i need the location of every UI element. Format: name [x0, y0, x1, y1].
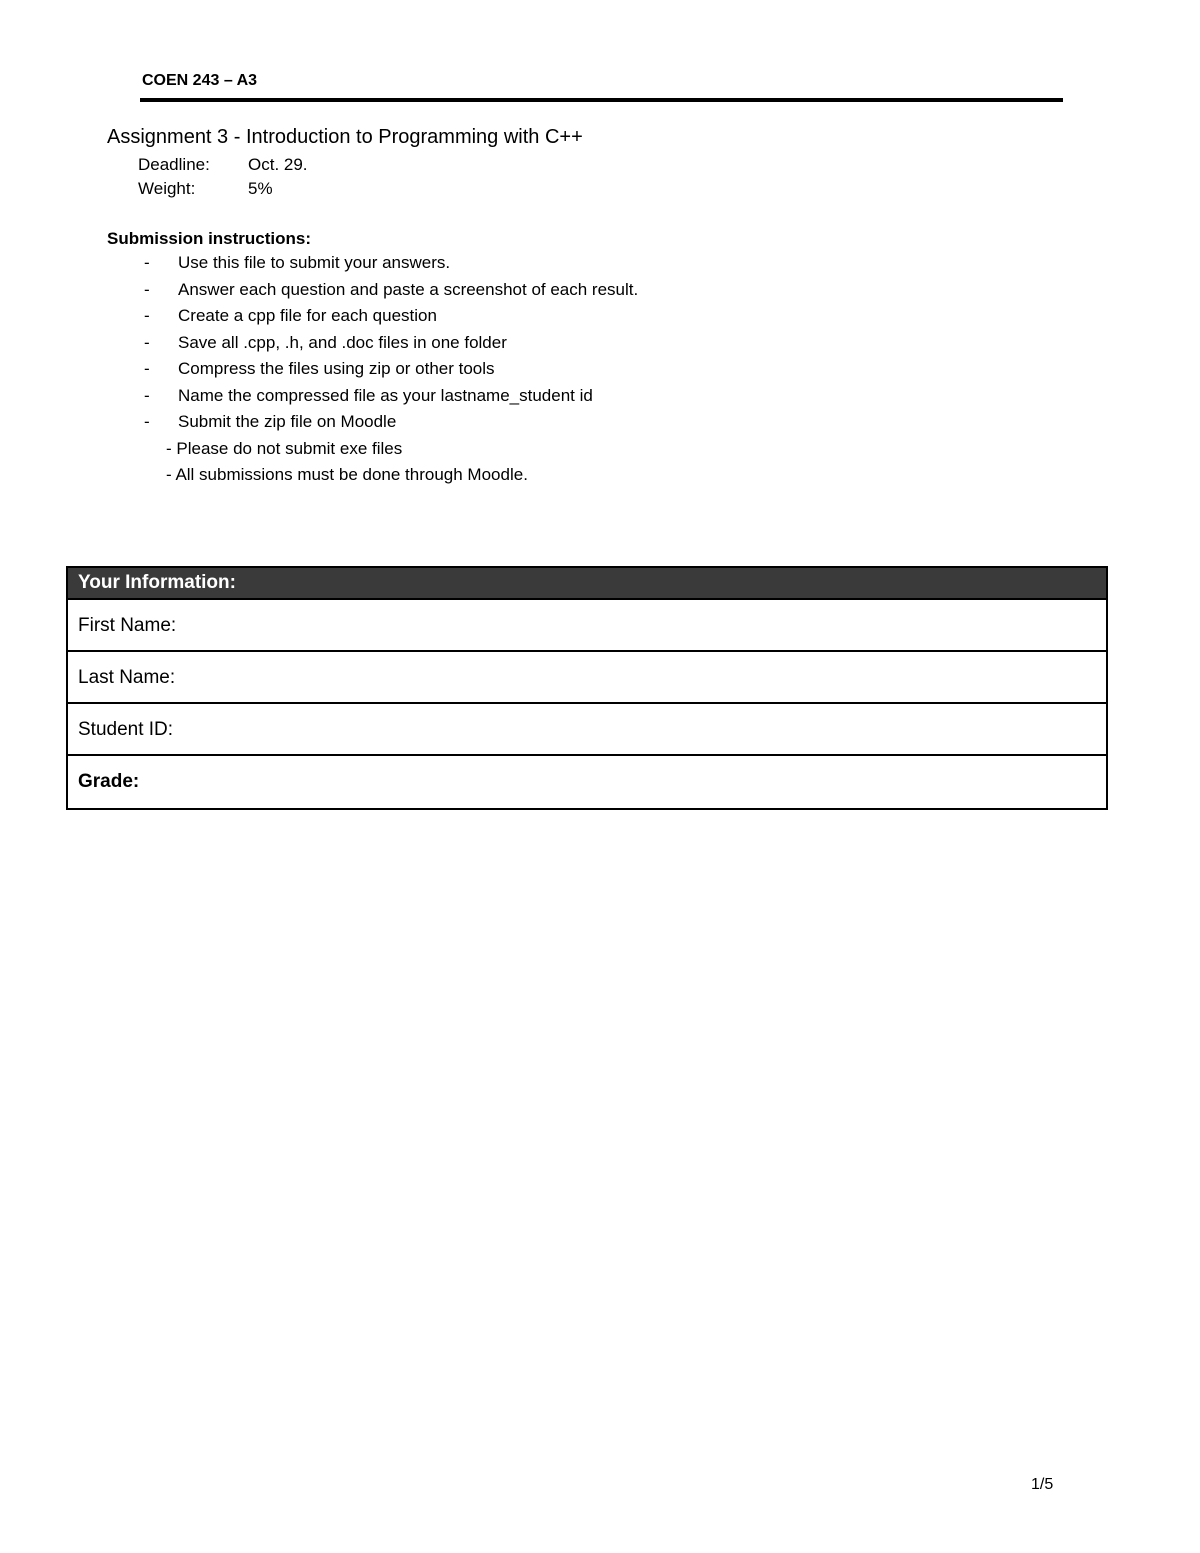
student-info-table	[66, 566, 1108, 810]
list-item-text: Save all .cpp, .h, and .doc files in one folder	[178, 332, 507, 352]
info-table-heading: Your Information:	[68, 568, 1106, 600]
weight-value: 5%	[248, 179, 273, 198]
list-item-text: Compress the files using zip or other tools	[178, 359, 495, 378]
course-code: COEN 243 – A3	[142, 72, 258, 89]
student-id-field[interactable]: Student ID:	[68, 704, 1106, 756]
deadline-value: Oct. 29.	[248, 155, 308, 174]
last-name-field[interactable]: Last Name:	[68, 652, 1106, 704]
deadline-label: Deadline:	[138, 155, 210, 174]
title-main: Introduction to Programming with C++	[245, 126, 583, 148]
list-item-text: Create a cpp file for each question	[178, 306, 437, 325]
list-item-text: Answer each question and paste a screenshot of each result.	[178, 279, 639, 299]
assignment-title	[107, 126, 583, 149]
list-item-text: Use this file to submit your answers.	[178, 253, 451, 272]
note-item	[0, 465, 1200, 492]
bullet-dash: -	[144, 359, 150, 378]
list-item	[0, 412, 1200, 439]
bullet-dash: -	[144, 306, 150, 325]
list-item	[0, 359, 1200, 386]
title-prefix: Assignment 3 -	[107, 126, 246, 148]
note-text: - All submissions must be done through Moodle.	[166, 465, 528, 484]
list-item-text: Name the compressed file as your lastname_student id	[178, 385, 593, 405]
page-header	[140, 70, 1063, 102]
deadline-line	[138, 155, 308, 175]
list-item	[0, 253, 1200, 280]
first-name-field[interactable]: First Name:	[68, 600, 1106, 652]
list-item-text: Submit the zip file on Moodle	[178, 412, 397, 431]
note-item	[0, 439, 1200, 466]
weight-line	[138, 179, 273, 199]
bullet-dash: -	[144, 332, 150, 352]
list-item	[0, 306, 1200, 333]
list-item	[0, 333, 1200, 360]
weight-label: Weight:	[138, 179, 196, 198]
submission-heading: Submission instructions:	[107, 229, 312, 248]
bullet-dash: -	[144, 279, 150, 299]
list-item	[0, 386, 1200, 413]
page-number: 1/5	[1031, 1476, 1054, 1493]
bullet-dash: -	[144, 385, 150, 405]
list-item	[0, 280, 1200, 307]
bullet-dash: -	[144, 253, 150, 272]
grade-field[interactable]: Grade:	[78, 771, 140, 792]
instruction-list	[0, 253, 1200, 492]
note-text: - Please do not submit exe files	[166, 438, 403, 458]
bullet-dash: -	[144, 412, 150, 431]
